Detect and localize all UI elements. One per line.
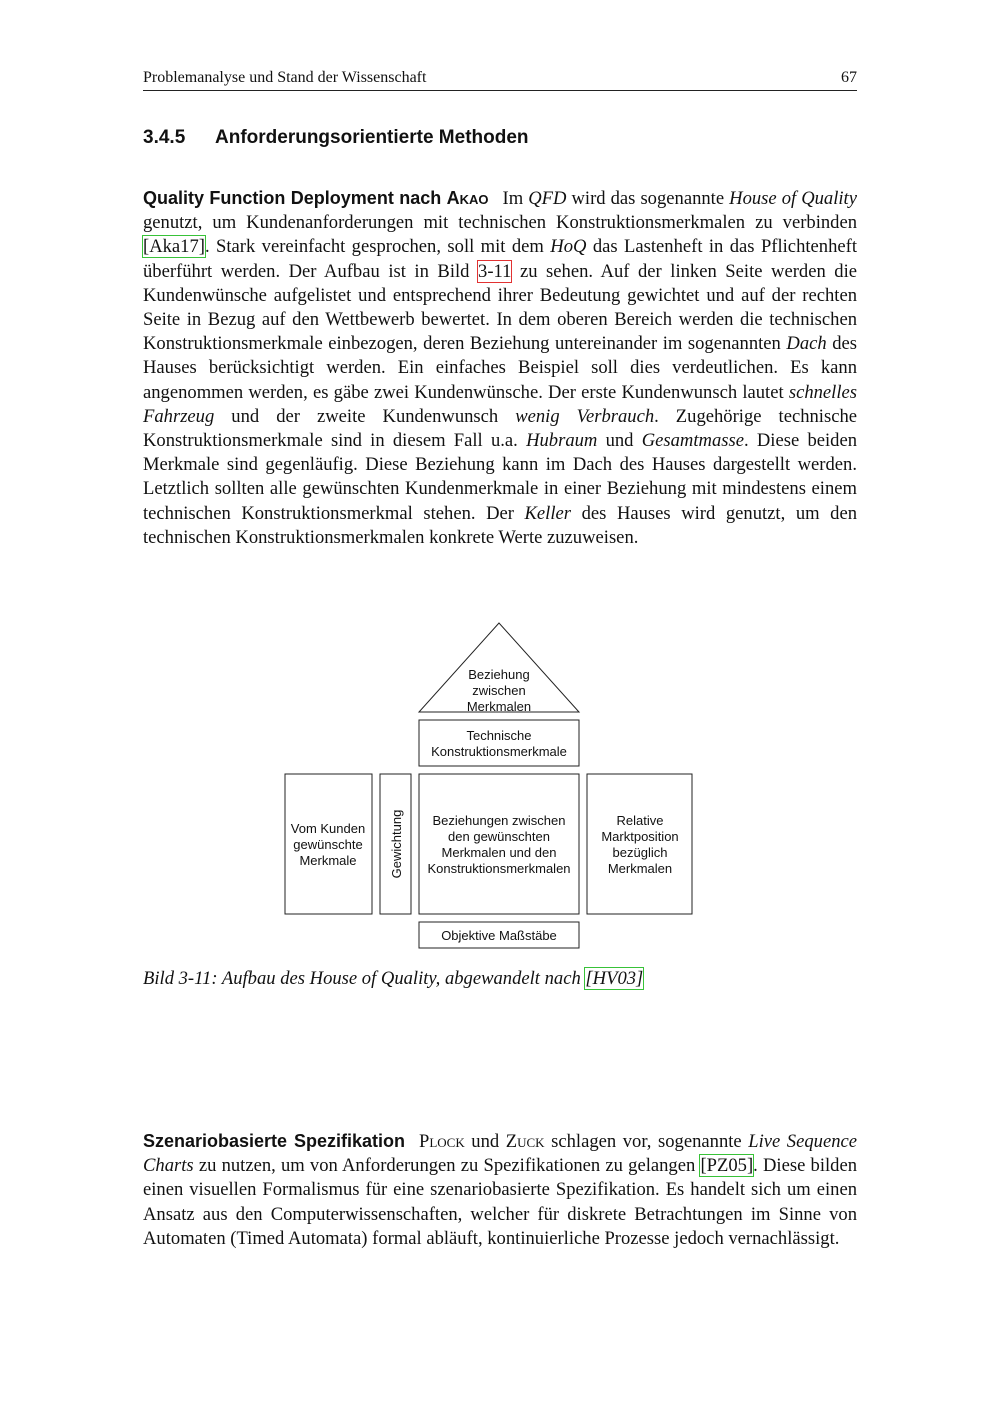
market-line-3: bezüglich [612,845,668,860]
objective-box [419,922,579,948]
qfd-paragraph: Quality Function Deployment nach Akao Im QFD wird das sogenannte House of Quality genutzt, um Kundenanforderungen mit technischen Konstruktionsmerkmalen zu verbinden [Aka17]. Stark vereinfacht gesprochen, soll mit dem HoQ das Lastenheft in das Pflichtenheft überführt werden. Der Aufbau ist in Bild 3-11 zu sehen. Auf der linken Seite werden die Kundenwünsche aufgelistet und entsprechend ihrer Bedeutung gewichtet und auf der rechten Seite in Bezug auf den Wettbewerb bewertet. In dem oberen Bereich werden die technischen Konstruktionsmerkmale einbezogen, deren Beziehung untereinander im sogenannten Dach des Hauses berücksichtigt werden. Ein einfaches Beispiel soll dies verdeutlichen. Es kann angenommen werden, es gäbe zwei Kundenwünsche. Der erste Kundenwunsch lautet schnelles Fahrzeug und der zweite Kundenwunsch wenig Verbrauch. Zugehörige technische Konstruktionsmerkmale sind in diesem Fall u.a. Hubraum und Gesamtmasse. Diese beiden Merkmale sind gegenläufig. Diese Beziehung kann im Dach des Hauses dargestellt werden. Letztlich sollten alle gewünschten Kundenmerkmale in einer Beziehung mit mindestens einem technischen Konstruktionsmerkmal stehen. Der Keller des Hauses wird genutzt, um den technischen Konstruktionsmerkmalen konkrete Werte zuzuweisen. [143,188,858,548]
market-line-4: Merkmalen [607,861,673,876]
roof-triangle [419,623,579,712]
qfd-runin-heading: Quality Function Deployment nach Akao [143,188,489,208]
roof-line-3: Merkmalen [466,699,532,714]
objective-label: Objektive Maßstäbe [441,928,557,943]
scenario-runin-heading: Szenariobasierte Spezifikation [143,1131,405,1151]
figure-reference-3-11[interactable]: 3-11 [478,260,512,282]
section-number: 3.4.5 [143,127,186,148]
relations-line-4: Konstruktionsmerkmalen [427,861,571,876]
roof-line-2: zwischen [472,683,526,698]
author-akao: Akao [446,188,489,208]
author-plock: Plock [419,1131,465,1152]
running-header [143,67,857,91]
figure-caption: Bild 3-11: Aufbau des House of Quality, abgewandelt nach [HV03] [143,968,644,989]
page-number: 67 [841,69,857,86]
scenario-paragraph: Szenariobasierte Spezifikation Plock und Zuck schlagen vor, sogenannte Live Sequence Charts zu nutzen, um von Anforderungen zu Spezifikationen zu gelangen [PZ05]. Diese bilden einen visuellen Formalismus für eine szenariobasierte Spezifikation. Es handelt sich um einen Ansatz aus den Computerwissenschaften, welcher für diskrete Betrachtungen im Sinne von Automaten (Timed Automata) formal abläuft, kontinuierliche Prozesse jedoch vernachlässigt. [143,1131,858,1249]
relations-line-1: Beziehungen zwischen [432,813,566,828]
market-line-1: Relative [616,813,664,828]
customer-line-1: Vom Kunden [290,821,366,836]
market-box [587,774,692,914]
author-zuck: Zuck [505,1131,545,1152]
section-title: Anforderungsorientierte Methoden [215,127,529,148]
technical-line-2: Konstruktionsmerkmale [431,744,567,759]
weighting-box [380,774,411,914]
relations-box [419,774,579,914]
customer-box [285,774,372,914]
citation-aka17[interactable]: [Aka17] [143,236,205,258]
roof-line-1: Beziehung [468,667,530,682]
citation-pz05[interactable]: [PZ05] [700,1155,754,1177]
technical-line-1: Technische [466,728,532,743]
header-title: Problemanalyse und Stand der Wissenschaft [143,69,427,86]
market-line-2: Marktposition [601,829,679,844]
customer-line-2: gewünschte [293,837,363,852]
technical-box [419,720,579,766]
relations-line-3: Merkmalen und den [441,845,557,860]
section-heading [143,127,529,149]
relations-line-2: den gewünschten [448,829,550,844]
citation-hv03[interactable]: [HV03] [585,968,644,989]
customer-line-3: Merkmale [299,853,357,868]
weighting-label: Gewichtung [389,809,404,879]
